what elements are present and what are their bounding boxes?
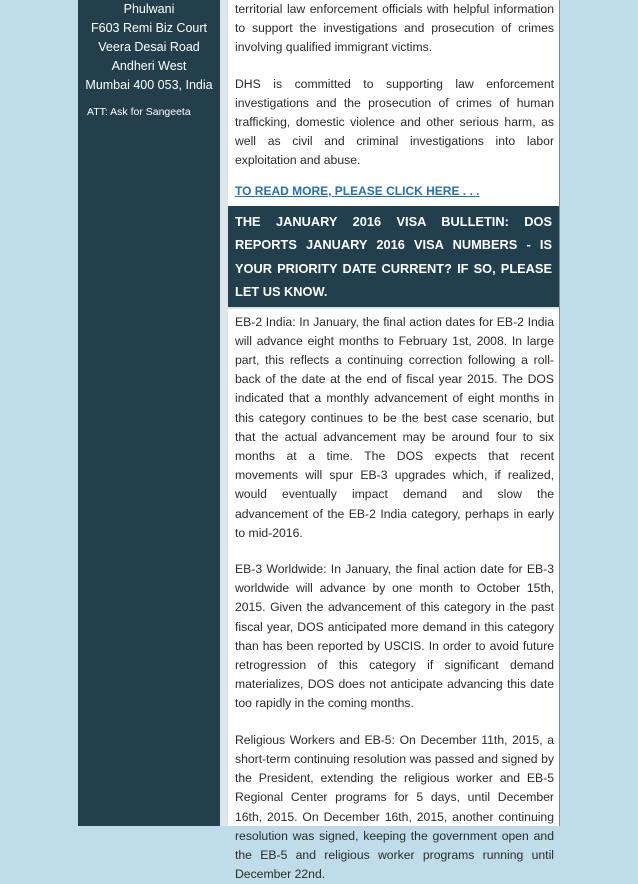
article-paragraph: Religious Workers and EB-5: On December 11th, 2015, a short-term continuing resolution was passed and signed by the President, extending the religious worker and EB-5 Regional Center programs for 5 days, until December 16th, 2015. On December 16th, 2015, another continuing resolution was signed, keeping the government open and the EB-5 and religious worker programs running until December 22nd. xyxy=(235,732,554,882)
newsletter-page xyxy=(78,0,560,882)
sidebar xyxy=(78,0,220,826)
article-heading: THE JANUARY 2016 VISA BULLETIN: DOS REPORTS JANUARY 2016 VISA NUMBERS - IS YOUR PRIORITY DATE CURRENT? IF SO, PLEASE LET US KNOW. xyxy=(228,205,559,309)
address-line: Phulwani xyxy=(123,2,175,16)
article-body xyxy=(228,309,559,884)
read-more-link[interactable]: TO READ MORE, PLEASE CLICK HERE . . . xyxy=(235,183,480,198)
intro-section xyxy=(228,0,559,199)
article-paragraph: EB-2 India: In January, the final action dates for EB-2 India will advance eight months to February 1st, 2008. In large part, this reflects a continuing correction following a roll-back of the date at the end of fiscal year 2015. The DOS indicated that a monthly advancement of eight months in this category continues to be the best case scenario, but that the actual advancement may be around four to six months at a time. The DOS expects that recent movements will spur EB-3 upgrades which, if realized, would eventually impact demand and slow the advancement of the EB-2 India category, perhaps in early to mid-2016. xyxy=(235,314,554,540)
attention-line: ATT: Ask for Sangeeta xyxy=(87,106,191,118)
article-paragraph: EB-3 Worldwide: In January, the final action date for EB-3 worldwide will advance by one month to October 15th, 2015. Given the advancement of this category in the past fiscal year, DOS anticipated more demand in this category than has been reported by USCIS. In order to avoid future retrogression of this category if significant demand materializes, DOS does not anticipate advancing this date too rapidly in the coming months. xyxy=(235,562,554,711)
address-line: Mumbai 400 053, India xyxy=(85,78,213,92)
address-line: Andheri West xyxy=(111,59,187,73)
address-line: Veera Desai Road xyxy=(98,40,200,54)
main-content xyxy=(228,0,560,882)
intro-paragraph: territorial law enforcement officials with helpful information to support the investigations and prosecution of crimes involving qualified immigrant victims. xyxy=(235,2,554,55)
mailing-address xyxy=(78,0,220,95)
address-line: F603 Remi Biz Court xyxy=(90,21,207,35)
intro-paragraph: DHS is committed to supporting law enforcement investigations and the prosecution of crimes of human trafficking, domestic violence and other serious harm, as well as civil and criminal investigations into labor exploitation and abuse. xyxy=(235,76,554,168)
column-divider xyxy=(220,0,228,826)
